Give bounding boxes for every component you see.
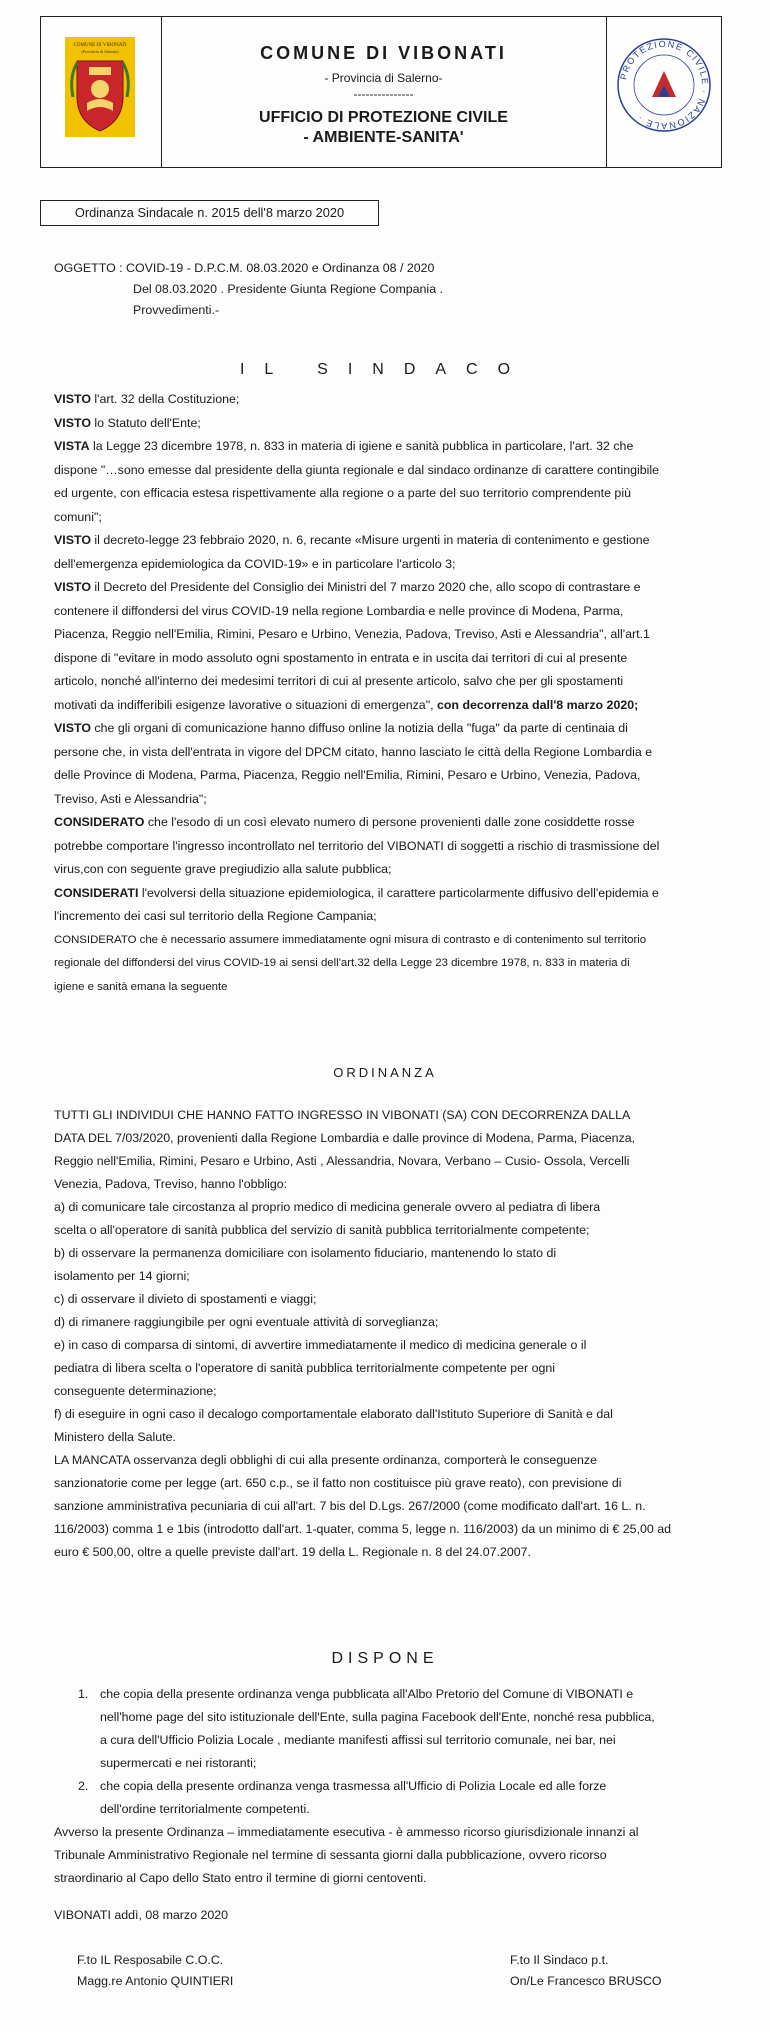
preamble-line <box>54 435 744 459</box>
preamble-keyword: VISTO <box>54 580 91 594</box>
preamble-text: il decreto-legge 23 febbraio 2020, n. 6, recante «Misure urgenti in materia di contenimento e gestione <box>90 533 650 547</box>
dispone-item-line <box>54 1752 744 1775</box>
preamble-line <box>54 553 744 577</box>
dispone-item-text: nell'home page del sito istituzionale dell'Ente, sulla pagina Facebook dell'Ente, nonché resa pubblica, <box>100 1710 655 1724</box>
preamble-line <box>54 600 744 624</box>
dispone-item-line <box>54 1706 744 1729</box>
dispone-item-text: che copia della presente ordinanza venga trasmessa all'Ufficio di Polizia Locale ed alle forze <box>100 1779 607 1793</box>
preamble-keyword: VISTO <box>54 415 91 430</box>
preamble-line <box>54 694 744 718</box>
preamble-line <box>54 459 744 483</box>
preamble-line <box>54 929 744 953</box>
preamble-line <box>54 952 744 976</box>
office-subtitle: - AMBIENTE-SANITA' <box>303 129 464 146</box>
ordinance-line: sanzione amministrativa pecuniaria di cui all'art. 7 bis del D.Lgs. 267/2000 (come modificato dall'art. 16 L. n. <box>54 1499 646 1513</box>
dispone-item-number: 1. <box>78 1687 89 1701</box>
preamble-text: lo Statuto dell'Ente; <box>90 415 201 430</box>
ordinance-line: d) di rimanere raggiungibile per ogni eventuale attività di sorveglianza; <box>54 1315 439 1329</box>
appeal-line: Tribunale Amministrativo Regionale nel termine di sessanta giorni dalla pubblicazione, ovvero ricorso <box>54 1848 607 1862</box>
ordinance-line: a) di comunicare tale circostanza al proprio medico di medicina generale ovvero al pediatra di libera <box>54 1200 601 1214</box>
preamble-text: che l'esodo di un così elevato numero di persone provenienti dalle zone cosiddette rosse <box>144 815 635 829</box>
preamble-text: contenere il diffondersi del virus COVID-19 nella regione Lombardia e nelle province di Modena, Parma, <box>54 603 624 618</box>
appeal-line: Avverso la presente Ordinanza – immediatamente esecutiva - è ammesso ricorso giurisdizionale innanzi al <box>54 1825 639 1839</box>
subject-line: Del 08.03.2020 . Presidente Giunta Regione Compania . <box>133 282 443 296</box>
dispone-item-number: 2. <box>78 1779 89 1793</box>
coat-text-1: COMUNE DI VIBONATI <box>73 43 127 48</box>
preamble-keyword: CONSIDERATI <box>54 885 139 900</box>
preamble-line <box>54 576 744 600</box>
il-sindaco-heading: IL SINDACO <box>239 361 531 378</box>
preamble-text: dell'emergenza epidemiologica da COVID-19» e in particolare l'articolo 3; <box>54 556 456 571</box>
dispone-item-text: dell'ordine territorialmente competenti. <box>100 1802 310 1816</box>
preamble-keyword: VISTO <box>54 392 91 406</box>
preamble-line <box>54 529 744 553</box>
preamble-line <box>54 388 744 412</box>
preamble-text: ed urgente, con efficacia estesa rispettivamente alla regione o a parte del suo territorio comprendente più <box>54 486 631 500</box>
office-title: UFFICIO DI PROTEZIONE CIVILE <box>259 109 508 126</box>
preamble-text: motivati da indifferibili esigenze lavorative o situazioni di emergenza", <box>54 697 434 712</box>
preamble-keyword: VISTO <box>54 533 91 547</box>
preamble-line <box>54 623 744 647</box>
preamble-text: articolo, nonché all'interno dei medesimi territori di cui al presente articolo, salvo che per gli spostamenti <box>54 674 624 688</box>
ordinance-body <box>54 1104 744 1564</box>
preamble-line <box>54 717 744 741</box>
dispone-item-line <box>54 1798 744 1821</box>
preamble-text: Treviso, Asti e Alessandria"; <box>54 791 207 806</box>
preamble-text: l'art. 32 della Costituzione; <box>90 392 240 406</box>
preamble-line <box>54 741 744 765</box>
signature-left-name: Magg.re Antonio QUINTIERI <box>77 1974 234 1988</box>
preamble-keyword: VISTO <box>54 721 91 735</box>
preamble-text: CONSIDERATO che è necessario assumere immediatamente ogni misura di contrasto e di contenimento sul territorio <box>54 933 647 946</box>
place-and-date: VIBONATI addì, 08 marzo 2020 <box>54 1908 229 1922</box>
preamble-line <box>54 905 744 929</box>
preamble-text: dispone di "evitare in modo assoluto ogni spostamento in entrata e in uscita dai territori di cui al presente <box>54 650 628 665</box>
ordinance-line: Ministero della Salute. <box>54 1430 176 1444</box>
preamble-line <box>54 882 744 906</box>
ordinance-line: conseguente determinazione; <box>54 1384 217 1398</box>
preamble-line <box>54 482 744 506</box>
separator-line: --------------- <box>353 87 414 101</box>
preamble-text: regionale del diffondersi del virus COVID-19 ai sensi dell'art.32 della Legge 23 dicembre 1978, n. 833 in materia di <box>54 957 630 969</box>
preamble-emphasis: con decorrenza dall'8 marzo 2020; <box>433 697 639 712</box>
signature-right-role: F.to Il Sindaco p.t. <box>510 1953 609 1967</box>
dispone-item-line <box>54 1683 744 1706</box>
preamble-text: igiene e sanità emana la seguente <box>54 980 228 993</box>
ordinance-reference: Ordinanza Sindacale n. 2015 dell'8 marzo 2020 <box>40 200 379 226</box>
coat-text-2: (Provincia di Salerno) <box>81 49 119 54</box>
subject-line: OGGETTO : COVID-19 - D.P.C.M. 08.03.2020 e Ordinanza 08 / 2020 <box>54 261 435 275</box>
province-line: - Provincia di Salerno- <box>324 71 443 85</box>
ordinance-line: e) in caso di comparsa di sintomi, di avvertire immediatamente il medico di medicina generale o il <box>54 1338 587 1352</box>
ordinance-line: c) di osservare il divieto di spostamenti e viaggi; <box>54 1292 317 1306</box>
signature-right-name: On/Le Francesco BRUSCO <box>510 1974 662 1988</box>
ordinance-line: b) di osservare la permanenza domiciliare con isolamento fiduciario, mantenendo lo stato di <box>54 1246 557 1260</box>
preamble-line <box>54 811 744 835</box>
ordinance-line: pediatra di libera scelta o l'operatore di sanità pubblica territorialmente competente per ogni <box>54 1361 556 1375</box>
preamble-line <box>54 647 744 671</box>
ordinance-line: isolamento per 14 giorni; <box>54 1269 190 1283</box>
preamble-text: potrebbe comportare l'ingresso incontrollato nel territorio del VIBONATI di soggetti a rischio di trasmissione del <box>54 838 660 853</box>
preamble-line <box>54 976 744 1000</box>
preamble-line <box>54 506 744 530</box>
dispone-item-line <box>54 1729 744 1752</box>
coat-of-arms-cell <box>41 17 162 167</box>
dispone-item-text: a cura dell'Ufficio Polizia Locale , mediante manifesti affissi sul territorio comunale, nei bar, nei <box>100 1733 616 1747</box>
civil-protection-logo-text: PROTEZIONE CIVILE · NAZIONALE · <box>618 38 711 132</box>
ordinance-line: 116/2003) comma 1 e 1bis (introdotto dall'art. 1-quater, comma 5, legge n. 116/2003) da un minimo di € 25,00 ad <box>54 1522 671 1536</box>
ordinanza-heading: ORDINANZA <box>333 1065 437 1080</box>
preamble-body <box>54 388 744 999</box>
preamble-text: Piacenza, Reggio nell'Emilia, Rimini, Pesaro e Urbino, Venezia, Padova, Treviso, Asti e Alessandria", all'art.1 <box>54 627 650 641</box>
municipality-title: COMUNE DI VIBONATI <box>260 43 507 63</box>
dispone-item-text: supermercati e nei ristoranti; <box>100 1756 257 1770</box>
ordinance-line: LA MANCATA osservanza degli obblighi di cui alla presente ordinanza, comporterà le conseguenze <box>54 1453 597 1467</box>
signature-right <box>510 1950 662 1992</box>
preamble-text: che gli organi di comunicazione hanno diffuso online la notizia della "fuga" da parte di centinaia di <box>90 721 628 735</box>
preamble-line <box>54 788 744 812</box>
preamble-text: delle Province di Modena, Parma, Piacenza, Reggio nell'Emilia, Rimini, Pesaro e Urbino, Venezia, Padova, <box>54 768 641 782</box>
signature-left <box>77 1950 233 1992</box>
preamble-text: dispone "…sono emesse dal presidente della giunta regionale e dal sindaco ordinanze di carattere contingibile <box>54 462 660 477</box>
preamble-text: l'evolversi della situazione epidemiologica, il carattere particolarmente diffusivo dell'epidemia e <box>138 885 659 900</box>
ordinance-line: scelta o all'operatore di sanità pubblica del servizio di sanità pubblica territorialmente competente; <box>54 1223 590 1237</box>
preamble-text: persone che, in vista dell'entrata in vigore del DPCM citato, hanno lasciato le città della Regione Lombardia e <box>54 744 653 759</box>
preamble-text: l'incremento dei casi sul territorio della Regione Campania; <box>54 909 377 923</box>
subject-block <box>54 258 443 321</box>
ordinance-line: f) di eseguire in ogni caso il decalogo comportamentale elaborato dall'Istituto Superiore di Sanità e dal <box>54 1407 613 1421</box>
dispone-item-line <box>54 1775 744 1798</box>
ordinance-line: Reggio nell'Emilia, Rimini, Pesaro e Urbino, Asti , Alessandria, Novara, Verbano – Cusio- Ossola, Vercelli <box>54 1154 630 1168</box>
preamble-line <box>54 858 744 882</box>
dispone-item-text: che copia della presente ordinanza venga pubblicata all'Albo Pretorio del Comune di VIBONATI e <box>100 1687 634 1701</box>
letterhead <box>40 16 722 168</box>
letterhead-title-cell <box>161 17 607 167</box>
civil-protection-logo-cell <box>606 17 721 167</box>
dispone-body <box>54 1683 744 1890</box>
dispone-heading: DISPONE <box>331 1650 439 1667</box>
ordinance-line: Venezia, Padova, Treviso, hanno l'obbligo: <box>54 1177 288 1191</box>
signature-left-role: F.to IL Resposabile C.O.C. <box>77 1953 224 1967</box>
preamble-keyword: VISTA <box>54 439 90 453</box>
preamble-line <box>54 670 744 694</box>
ordinance-line: sanzionatorie come per legge (art. 650 c.p., se il fatto non costituisce più grave reato), con previsione di <box>54 1476 622 1490</box>
preamble-line <box>54 764 744 788</box>
appeal-line: straordinario al Capo dello Stato entro il termine di giorni centoventi. <box>54 1871 427 1885</box>
preamble-text: il Decreto del Presidente del Consiglio dei Ministri del 7 marzo 2020 che, allo scopo di contrastare e <box>90 580 641 594</box>
ordinance-line: euro € 500,00, oltre a quelle previste dall'art. 19 della L. Regionale n. 8 del 24.07.2007. <box>54 1545 531 1559</box>
preamble-keyword: CONSIDERATO <box>54 815 145 829</box>
civil-protection-logo-icon <box>614 35 714 135</box>
preamble-line <box>54 412 744 436</box>
ordinance-line: DATA DEL 7/03/2020, provenienti dalla Regione Lombardia e dalle province di Modena, Parma, Piacenza, <box>54 1131 636 1145</box>
ordinance-line: TUTTI GLI INDIVIDUI CHE HANNO FATTO INGRESSO IN VIBONATI (SA) CON DECORRENZA DALLA <box>54 1108 631 1122</box>
preamble-text: la Legge 23 dicembre 1978, n. 833 in materia di igiene e sanità pubblica in particolare, l'art. 32 che <box>89 439 634 453</box>
subject-line: Provvedimenti.- <box>133 303 220 317</box>
preamble-line <box>54 835 744 859</box>
municipal-coat-of-arms-icon <box>65 37 135 137</box>
preamble-text: comuni"; <box>54 509 102 524</box>
preamble-text: virus,con con seguente grave pregiudizio alla salute pubblica; <box>54 862 392 876</box>
